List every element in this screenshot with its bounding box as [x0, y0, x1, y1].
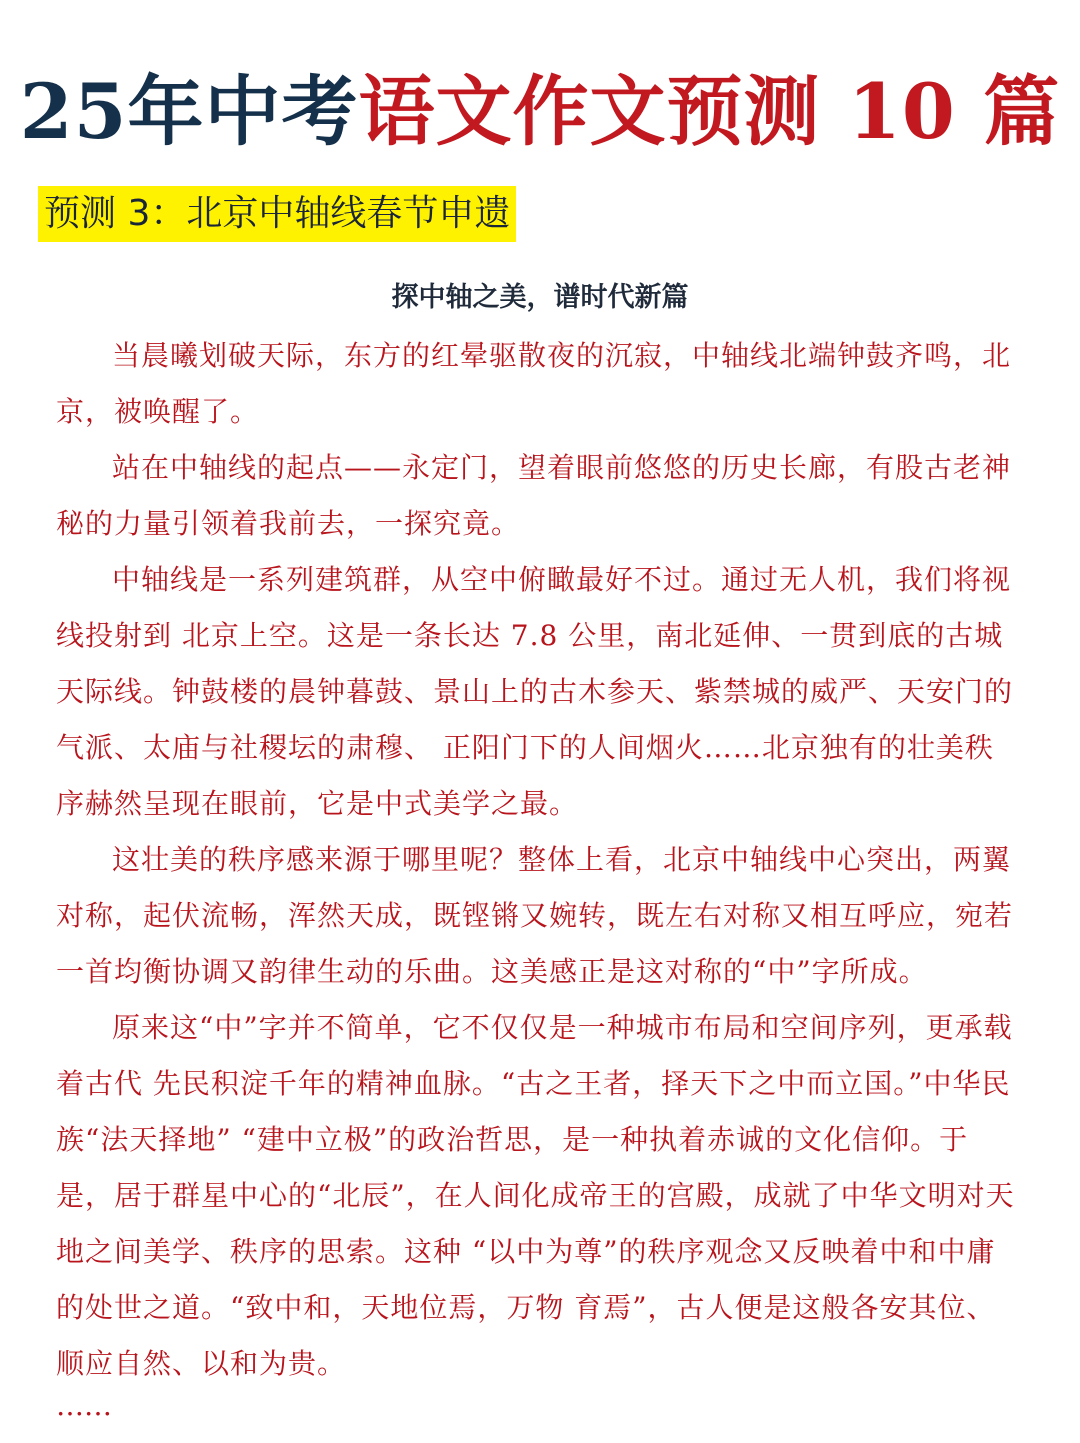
essay-body [56, 328, 1018, 1392]
essay-paragraph-3: 中轴线是一系列建筑群，从空中俯瞰最好不过。通过无人机，我们将视线投射到 北京上空。这是一条长达 7.8 公里，南北延伸、一贯到底的古城天际线。钟鼓楼的晨钟暮鼓、景山上的古木参天、紫禁城的威严、天安门的气派、太庙与社稷坛的肃穆、 正阳门下的人间烟火……北京独有的壮美秩序赫然呈现在眼前，它是中式美学之最。 [56, 563, 1014, 820]
essay-paragraph-4: 这壮美的秩序感来源于哪里呢？整体上看，北京中轴线中心突出，两翼对称，起伏流畅，浑然天成，既铿锵又婉转，既左右对称又相互呼应，宛若一首均衡协调又韵律生动的乐曲。这美感正是这对称的“中”字所成。 [56, 843, 1014, 988]
title-dark-part: 25年中考 [19, 67, 359, 156]
essay-ellipsis: …… [56, 1389, 112, 1422]
title-red-part: 语文作文预测 10 篇 [358, 67, 1061, 156]
essay-paragraph-5: 原来这“中”字并不简单，它不仅仅是一种城市布局和空间序列，更承载着古代 先民积淀千年的精神血脉。“古之王者，择天下之中而立国。”中华民族“法天择地” “建中立极”的政治哲思，是一种执着赤诚的文化信仰。于是，居于群星中心的“北辰”，在人间化成帝王的宫殿，成就了中华文明对天地之间美学、秩序的思索。这种 “以中为尊”的秩序观念又反映着中和中庸的处世之道。“致中和，天地位焉，万物 育焉”，古人便是这般各安其位、顺应自然、以和为贵。 [56, 1011, 1015, 1380]
prediction-subtitle: 预测 3：北京中轴线春节申遗 [38, 186, 516, 242]
essay-title: 探中轴之美，谱时代新篇 [391, 282, 689, 313]
essay-paragraph-2: 站在中轴线的起点——永定门，望着眼前悠悠的历史长廊，有股古老神秘的力量引领着我前去，一探究竟。 [56, 451, 1012, 540]
essay-paragraph-1: 当晨曦划破天际，东方的红晕驱散夜的沉寂，中轴线北端钟鼓齐鸣，北京，被唤醒了。 [56, 339, 1012, 428]
page-title [0, 62, 1080, 162]
